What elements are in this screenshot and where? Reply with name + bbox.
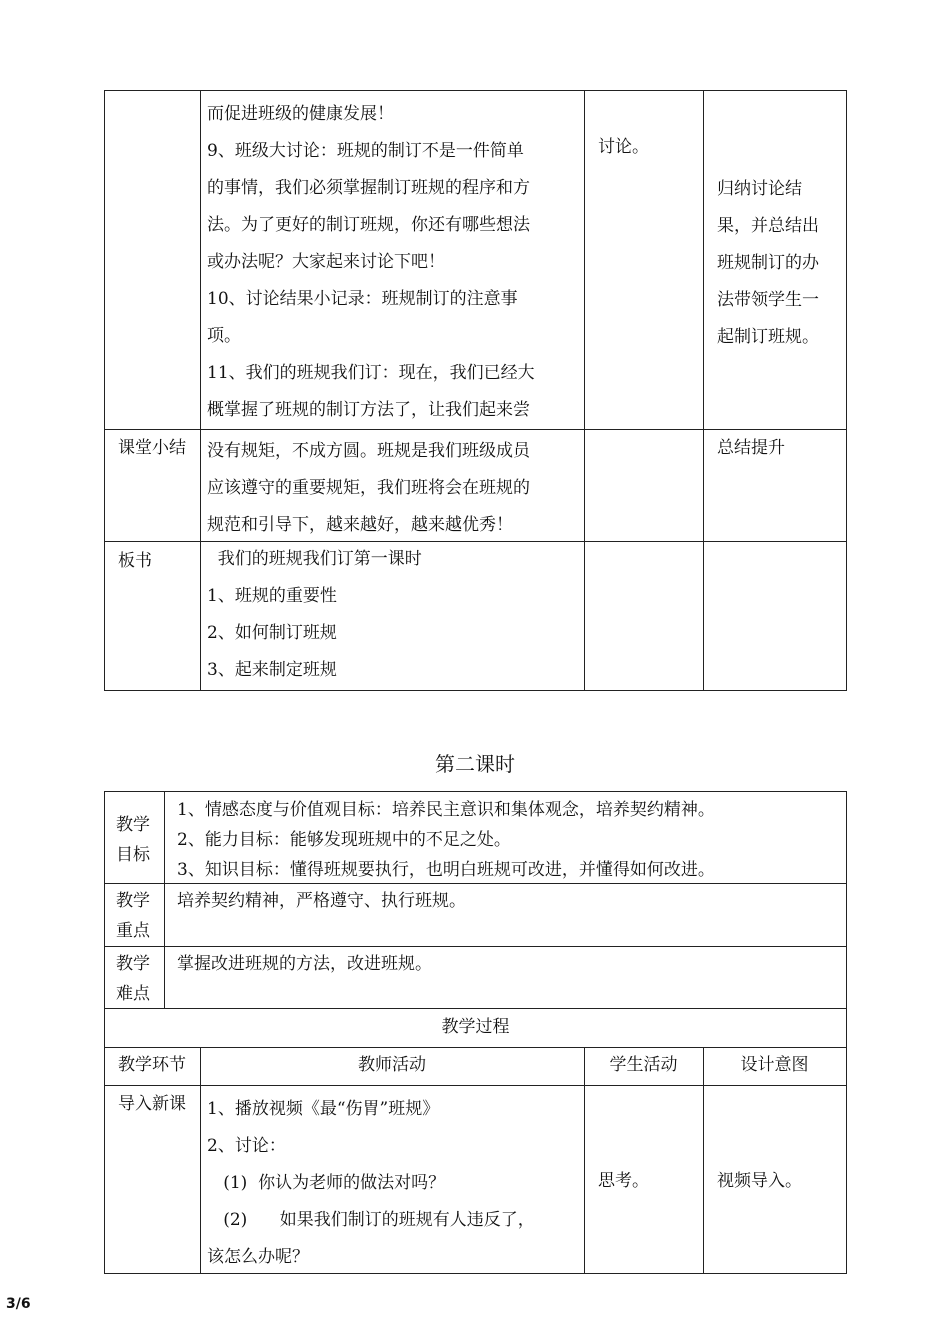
text-line: 讨论。	[598, 137, 649, 157]
column-header: 教师活动	[358, 1055, 426, 1075]
text-line: 1、情感态度与价值观目标：培养民主意识和集体观念，培养契约精神。	[177, 800, 715, 820]
text-line: 或办法呢？大家起来讨论下吧！	[207, 252, 445, 272]
text-line: 归纳讨论结	[717, 179, 802, 199]
text-line: 该怎么办呢？	[207, 1247, 309, 1267]
column-header: 设计意图	[740, 1055, 809, 1075]
page-number: 3/6	[6, 1296, 31, 1312]
text-line: 项。	[207, 326, 241, 346]
text-line: 1、班规的重要性	[207, 586, 337, 606]
text-line: (1) 你认为老师的做法对吗？	[207, 1173, 446, 1193]
column-header: 学生活动	[609, 1055, 678, 1075]
student-activity-cell: 思考。	[598, 1171, 649, 1191]
text-line: 3、起来制定班规	[207, 660, 337, 680]
design-intent-cell	[717, 171, 819, 356]
text-line: 法。为了更好的制订班规，你还有哪些想法	[207, 215, 530, 235]
text-line: 教学	[116, 891, 150, 911]
design-intent-cell: 视频导入。	[717, 1171, 802, 1191]
goals-content	[177, 795, 715, 885]
section-label: 导入新课	[118, 1094, 186, 1114]
text-line: 9、班级大讨论：班规的制订不是一件简单	[207, 141, 524, 161]
teacher-activity-cell	[207, 541, 422, 689]
student-activity-cell	[598, 129, 649, 166]
text-line: 2、如何制订班规	[207, 623, 337, 643]
text-line: 教学	[116, 815, 150, 835]
text-line: 我们的班规我们订第一课时	[207, 549, 422, 569]
text-line: 规范和引导下，越来越好，越来越优秀！	[207, 515, 513, 535]
text-line: 法带领学生一	[717, 290, 819, 310]
text-line: 果，并总结出	[717, 216, 819, 236]
teacher-activity-cell	[207, 433, 530, 544]
lesson2-title: 第二课时	[435, 752, 515, 776]
text-line: 10、讨论结果小记录：班规制订的注意事	[207, 289, 518, 309]
teacher-activity-cell	[207, 96, 535, 429]
text-line: 的事情，我们必须掌握制订班规的程序和方	[207, 178, 530, 198]
text-line: 重点	[116, 921, 150, 941]
difficult-label	[116, 949, 150, 1009]
text-line: 目标	[116, 845, 150, 865]
text-line: 教学	[116, 954, 150, 974]
text-line: (2) 如果我们制订的班规有人违反了，	[207, 1210, 535, 1230]
key-label	[116, 886, 150, 946]
text-line: 2、能力目标：能够发现班规中的不足之处。	[177, 830, 511, 850]
process-header: 教学过程	[441, 1017, 510, 1037]
text-line: 而促进班级的健康发展！	[207, 104, 394, 124]
text-line: 1、播放视频《最“伤胃”班规》	[207, 1099, 440, 1119]
text-line: 概掌握了班规的制订方法了，让我们起来尝	[207, 400, 530, 420]
section-label: 板书	[118, 551, 152, 571]
column-header: 教学环节	[118, 1055, 186, 1075]
section-label: 课堂小结	[118, 438, 186, 458]
goals-label	[116, 810, 150, 870]
text-line: 难点	[116, 984, 150, 1004]
text-line: 起制订班规。	[717, 327, 819, 347]
text-line: 2、讨论：	[207, 1136, 286, 1156]
text-line: 3、知识目标：懂得班规要执行，也明白班规可改进，并懂得如何改进。	[177, 860, 715, 880]
difficult-content: 掌握改进班规的方法，改进班规。	[177, 954, 432, 974]
text-line: 11、我们的班规我们订：现在，我们已经大	[207, 363, 535, 383]
key-content: 培养契约精神，严格遵守、执行班规。	[177, 891, 466, 911]
text-line: 没有规矩，不成方圆。班规是我们班级成员	[207, 441, 530, 461]
teacher-activity-cell	[207, 1091, 535, 1276]
design-intent-cell: 总结提升	[717, 438, 785, 458]
text-line: 班规制订的办	[717, 253, 819, 273]
text-line: 应该遵守的重要规矩，我们班将会在班规的	[207, 478, 530, 498]
